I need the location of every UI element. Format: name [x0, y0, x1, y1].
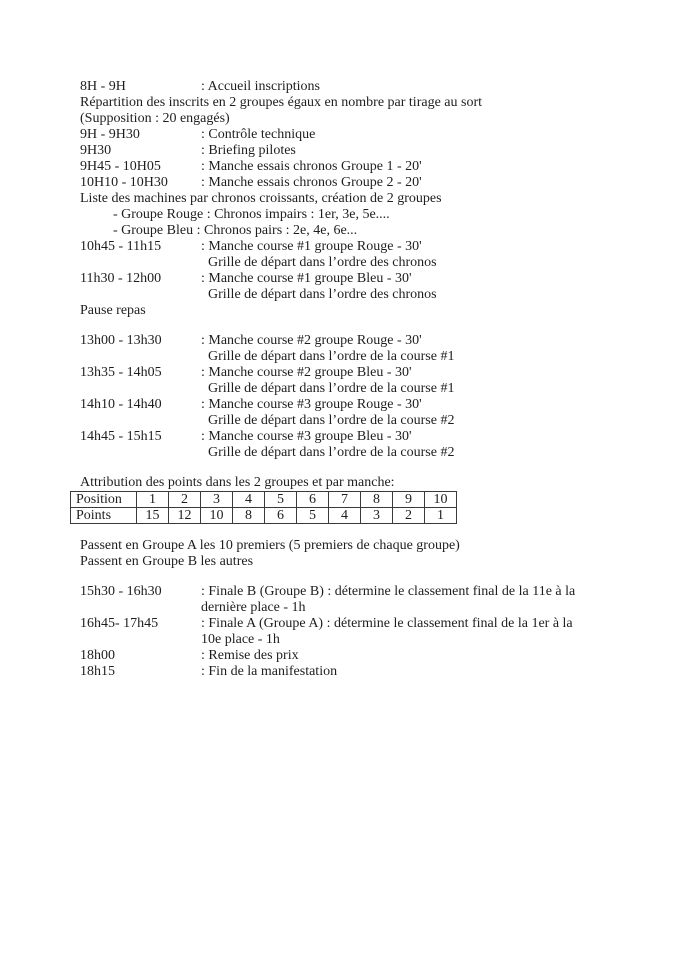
time-label: 14h45 - 15h15 [80, 429, 162, 444]
text-line: Grille de départ dans l’ordre de la course #2 [208, 413, 455, 428]
event-description: : Finale B (Groupe B) : détermine le classement final de la 11e à la [201, 584, 576, 599]
points-table-row-label: Points [71, 508, 137, 524]
points-table-cell: 1 [425, 508, 457, 524]
schedule-entry [80, 333, 575, 349]
schedule-entry [80, 648, 575, 664]
blank-line [80, 570, 575, 584]
points-table [70, 491, 457, 524]
time-label: 10h45 - 11h15 [80, 239, 162, 254]
event-description: : Manche course #3 groupe Bleu - 30' [201, 429, 412, 444]
schedule-entry [80, 143, 575, 159]
time-label: 9H45 - 10H05 [80, 159, 161, 174]
text-line: Grille de départ dans l’ordre de la course #1 [208, 349, 455, 364]
points-table-cell: 9 [393, 492, 425, 508]
text-line: Grille de départ dans l’ordre de la course #1 [208, 381, 455, 396]
event-description: : Contrôle technique [201, 127, 316, 142]
text-line: Grille de départ dans l’ordre des chronos [208, 287, 437, 302]
points-table-cell: 1 [137, 492, 169, 508]
schedule-entry [80, 159, 575, 175]
event-description: : Remise des prix [201, 648, 299, 663]
time-label: 11h30 - 12h00 [80, 271, 162, 286]
points-table-cell: 10 [201, 508, 233, 524]
text-line: - Groupe Rouge : Chronos impairs : 1er, 3e, 5e.... [113, 207, 390, 222]
time-label: 18h00 [80, 648, 115, 663]
points-table-cell: 5 [265, 492, 297, 508]
points-table-cell: 8 [233, 508, 265, 524]
time-label: 16h45- 17h45 [80, 616, 159, 631]
schedule-entry [80, 175, 575, 191]
points-table-cell: 4 [233, 492, 265, 508]
text-line: (Supposition : 20 engagés) [80, 111, 230, 126]
points-table-row-label: Position [71, 492, 137, 508]
blank-line [80, 461, 575, 475]
time-label: 10H10 - 10H30 [80, 175, 168, 190]
event-description: : Manche course #2 groupe Rouge - 30' [201, 333, 422, 348]
text-line: dernière place - 1h [201, 600, 306, 615]
time-label: 9H30 [80, 143, 112, 158]
time-label: 8H - 9H [80, 79, 126, 94]
time-label: 9H - 9H30 [80, 127, 140, 142]
schedule-entry [80, 429, 575, 445]
schedule-document [76, 79, 576, 680]
time-label: 15h30 - 16h30 [80, 584, 162, 599]
time-label: 13h00 - 13h30 [80, 333, 162, 348]
points-table-row [71, 492, 457, 508]
schedule-entry [80, 239, 575, 255]
event-description: : Manche course #1 groupe Rouge - 30' [201, 239, 422, 254]
schedule-entry [80, 616, 575, 632]
text-line: Passent en Groupe B les autres [80, 554, 254, 569]
points-table-cell: 6 [265, 508, 297, 524]
blank-line [80, 319, 575, 333]
points-table-row [71, 508, 457, 524]
points-table-cell: 6 [297, 492, 329, 508]
points-table-cell: 10 [425, 492, 457, 508]
text-line: Pause repas [80, 303, 146, 318]
text-line: 10e place - 1h [201, 632, 280, 647]
text-line: Grille de départ dans l’ordre des chronos [208, 255, 437, 270]
schedule-entry [80, 79, 575, 95]
time-label: 14h10 - 14h40 [80, 397, 162, 412]
schedule-entry [80, 271, 575, 287]
points-table-cell: 12 [169, 508, 201, 524]
schedule-entry [80, 664, 575, 680]
schedule-entry [80, 397, 575, 413]
text-line: Répartition des inscrits en 2 groupes égaux en nombre par tirage au sort [80, 95, 482, 110]
time-label: 18h15 [80, 664, 115, 679]
points-table-cell: 2 [393, 508, 425, 524]
event-description: : Manche essais chronos Groupe 1 - 20' [201, 159, 422, 174]
schedule-entry [80, 365, 575, 381]
event-description: : Manche essais chronos Groupe 2 - 20' [201, 175, 422, 190]
event-description: : Accueil inscriptions [201, 79, 320, 94]
points-table-cell: 8 [361, 492, 393, 508]
schedule-entry [80, 584, 575, 600]
text-line: Passent en Groupe A les 10 premiers (5 premiers de chaque groupe) [80, 538, 460, 553]
event-description: : Manche course #2 groupe Bleu - 30' [201, 365, 412, 380]
points-table-cell: 15 [137, 508, 169, 524]
points-table-cell: 4 [329, 508, 361, 524]
text-line: - Groupe Bleu : Chronos pairs : 2e, 4e, 6e... [113, 223, 358, 238]
points-table-cell: 5 [297, 508, 329, 524]
event-description: : Finale A (Groupe A) : détermine le classement final de la 1er à la [201, 616, 573, 631]
time-label: 13h35 - 14h05 [80, 365, 162, 380]
blank-line [80, 524, 575, 538]
schedule-entry [80, 127, 575, 143]
points-table-cell: 3 [201, 492, 233, 508]
text-line: Grille de départ dans l’ordre de la course #2 [208, 445, 455, 460]
points-table-cell: 2 [169, 492, 201, 508]
event-description: : Manche course #1 groupe Bleu - 30' [201, 271, 412, 286]
text-line: Liste des machines par chronos croissants, création de 2 groupes [80, 191, 442, 206]
text-line: Attribution des points dans les 2 groupes et par manche: [80, 475, 395, 490]
event-description: : Briefing pilotes [201, 143, 296, 158]
points-table-cell: 3 [361, 508, 393, 524]
points-table-cell: 7 [329, 492, 361, 508]
event-description: : Manche course #3 groupe Rouge - 30' [201, 397, 422, 412]
event-description: : Fin de la manifestation [201, 664, 338, 679]
